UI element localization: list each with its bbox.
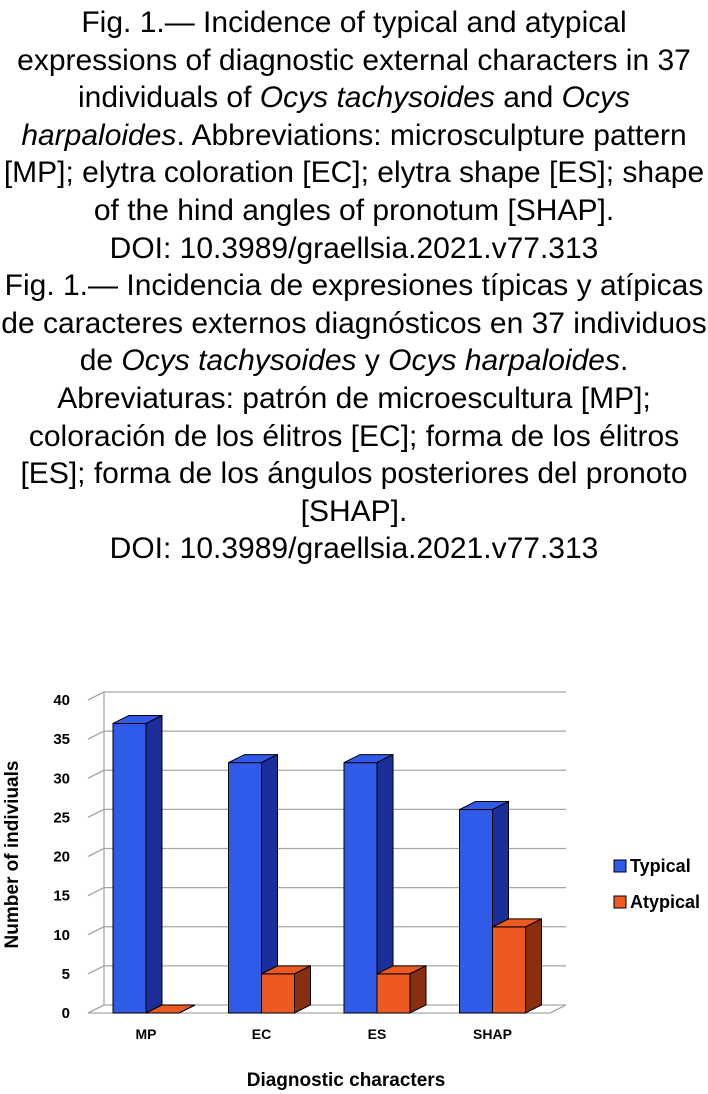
y-axis-ticks — [53, 692, 70, 1022]
y-tick-label: 20 — [53, 848, 70, 866]
gridline-depth — [88, 731, 104, 739]
y-tick-label: 10 — [53, 926, 70, 944]
bar-side — [146, 715, 162, 1013]
bar-chart — [0, 660, 708, 1094]
bar-front — [460, 810, 493, 1013]
bar-front — [262, 974, 295, 1013]
caption-spanish — [0, 267, 708, 568]
caption-english — [0, 4, 708, 267]
floor-right-edge — [550, 1005, 566, 1013]
y-tick-label: 25 — [53, 809, 70, 827]
bar — [377, 966, 426, 1013]
legend — [614, 856, 700, 912]
caption-en-species-2: Ocys harpaloides — [21, 81, 630, 152]
y-tick-label: 15 — [53, 887, 70, 905]
bar-front — [344, 763, 377, 1013]
bar-front — [377, 974, 410, 1013]
bar — [113, 715, 162, 1013]
x-axis-ticks — [136, 1026, 512, 1042]
y-axis-label: Number of indiviuals — [2, 760, 23, 949]
caption-es-species-1: Ocys tachysoides — [121, 344, 357, 378]
gridline-depth — [88, 966, 104, 974]
caption-en-doi: DOI: 10.3989/graellsia.2021.v77.313 — [109, 231, 599, 265]
legend-swatch — [614, 860, 626, 872]
caption-es-species-2: Ocys harpaloides — [388, 344, 620, 378]
legend-swatch — [614, 896, 626, 908]
legend-label: Typical — [630, 856, 691, 876]
gridline-depth — [88, 692, 104, 700]
caption-es-doi: DOI: 10.3989/graellsia.2021.v77.313 — [109, 532, 599, 566]
y-tick-label: 0 — [61, 1005, 70, 1022]
gridline-depth — [88, 849, 104, 857]
caption-en-species-1: Ocys tachysoides — [259, 81, 495, 115]
x-axis-label: Diagnostic characters — [246, 1070, 446, 1091]
caption-es-text: Fig. 1.— Incidencia de expresiones típicas y atípicas de caracteres externos diagnósticos en 37 individuos de — [1, 269, 707, 378]
y-tick-label: 5 — [61, 965, 70, 983]
caption-en-rest: . Abbreviations: microsculpture pattern [MP]; elytra coloration [EC]; elytra shape [ES]; shape of the hind angles of pronotum [SHAP]. — [3, 118, 705, 227]
caption-en-text: Fig. 1.— Incidence of typical and atypical expressions of diagnostic external characters in 37 individuals of — [17, 6, 691, 115]
y-tick-label: 35 — [53, 731, 70, 749]
bar-side — [295, 966, 311, 1013]
bar-front — [493, 927, 526, 1013]
x-tick-label: SHAP — [473, 1026, 512, 1042]
legend-label: Atypical — [630, 892, 701, 912]
bars — [113, 715, 542, 1013]
bar-side — [526, 919, 542, 1013]
y-tick-label: 40 — [53, 692, 70, 709]
x-tick-label: EC — [251, 1026, 272, 1042]
bar-front — [229, 763, 262, 1013]
caption-es-rest: . Abreviaturas: patrón de microescultura [MP]; coloración de los élitros [EC]; forma de los élitros [ES]; forma de los ángulos posteriores del pronoto [SHAP]. — [20, 344, 688, 528]
figure-caption — [0, 4, 708, 568]
x-tick-label: ES — [367, 1026, 387, 1042]
caption-es-and: y — [356, 344, 389, 378]
bar — [493, 919, 542, 1013]
gridline-depth — [88, 1005, 104, 1013]
bar-front — [113, 723, 146, 1013]
bar-side — [410, 966, 426, 1013]
gridline-depth — [88, 809, 104, 817]
bar — [262, 966, 311, 1013]
x-tick-label: MP — [135, 1026, 157, 1042]
gridline-depth — [88, 927, 104, 935]
caption-en-and: and — [494, 81, 562, 115]
gridline-depth — [88, 770, 104, 778]
y-tick-label: 30 — [53, 770, 70, 788]
gridline-depth — [88, 888, 104, 896]
